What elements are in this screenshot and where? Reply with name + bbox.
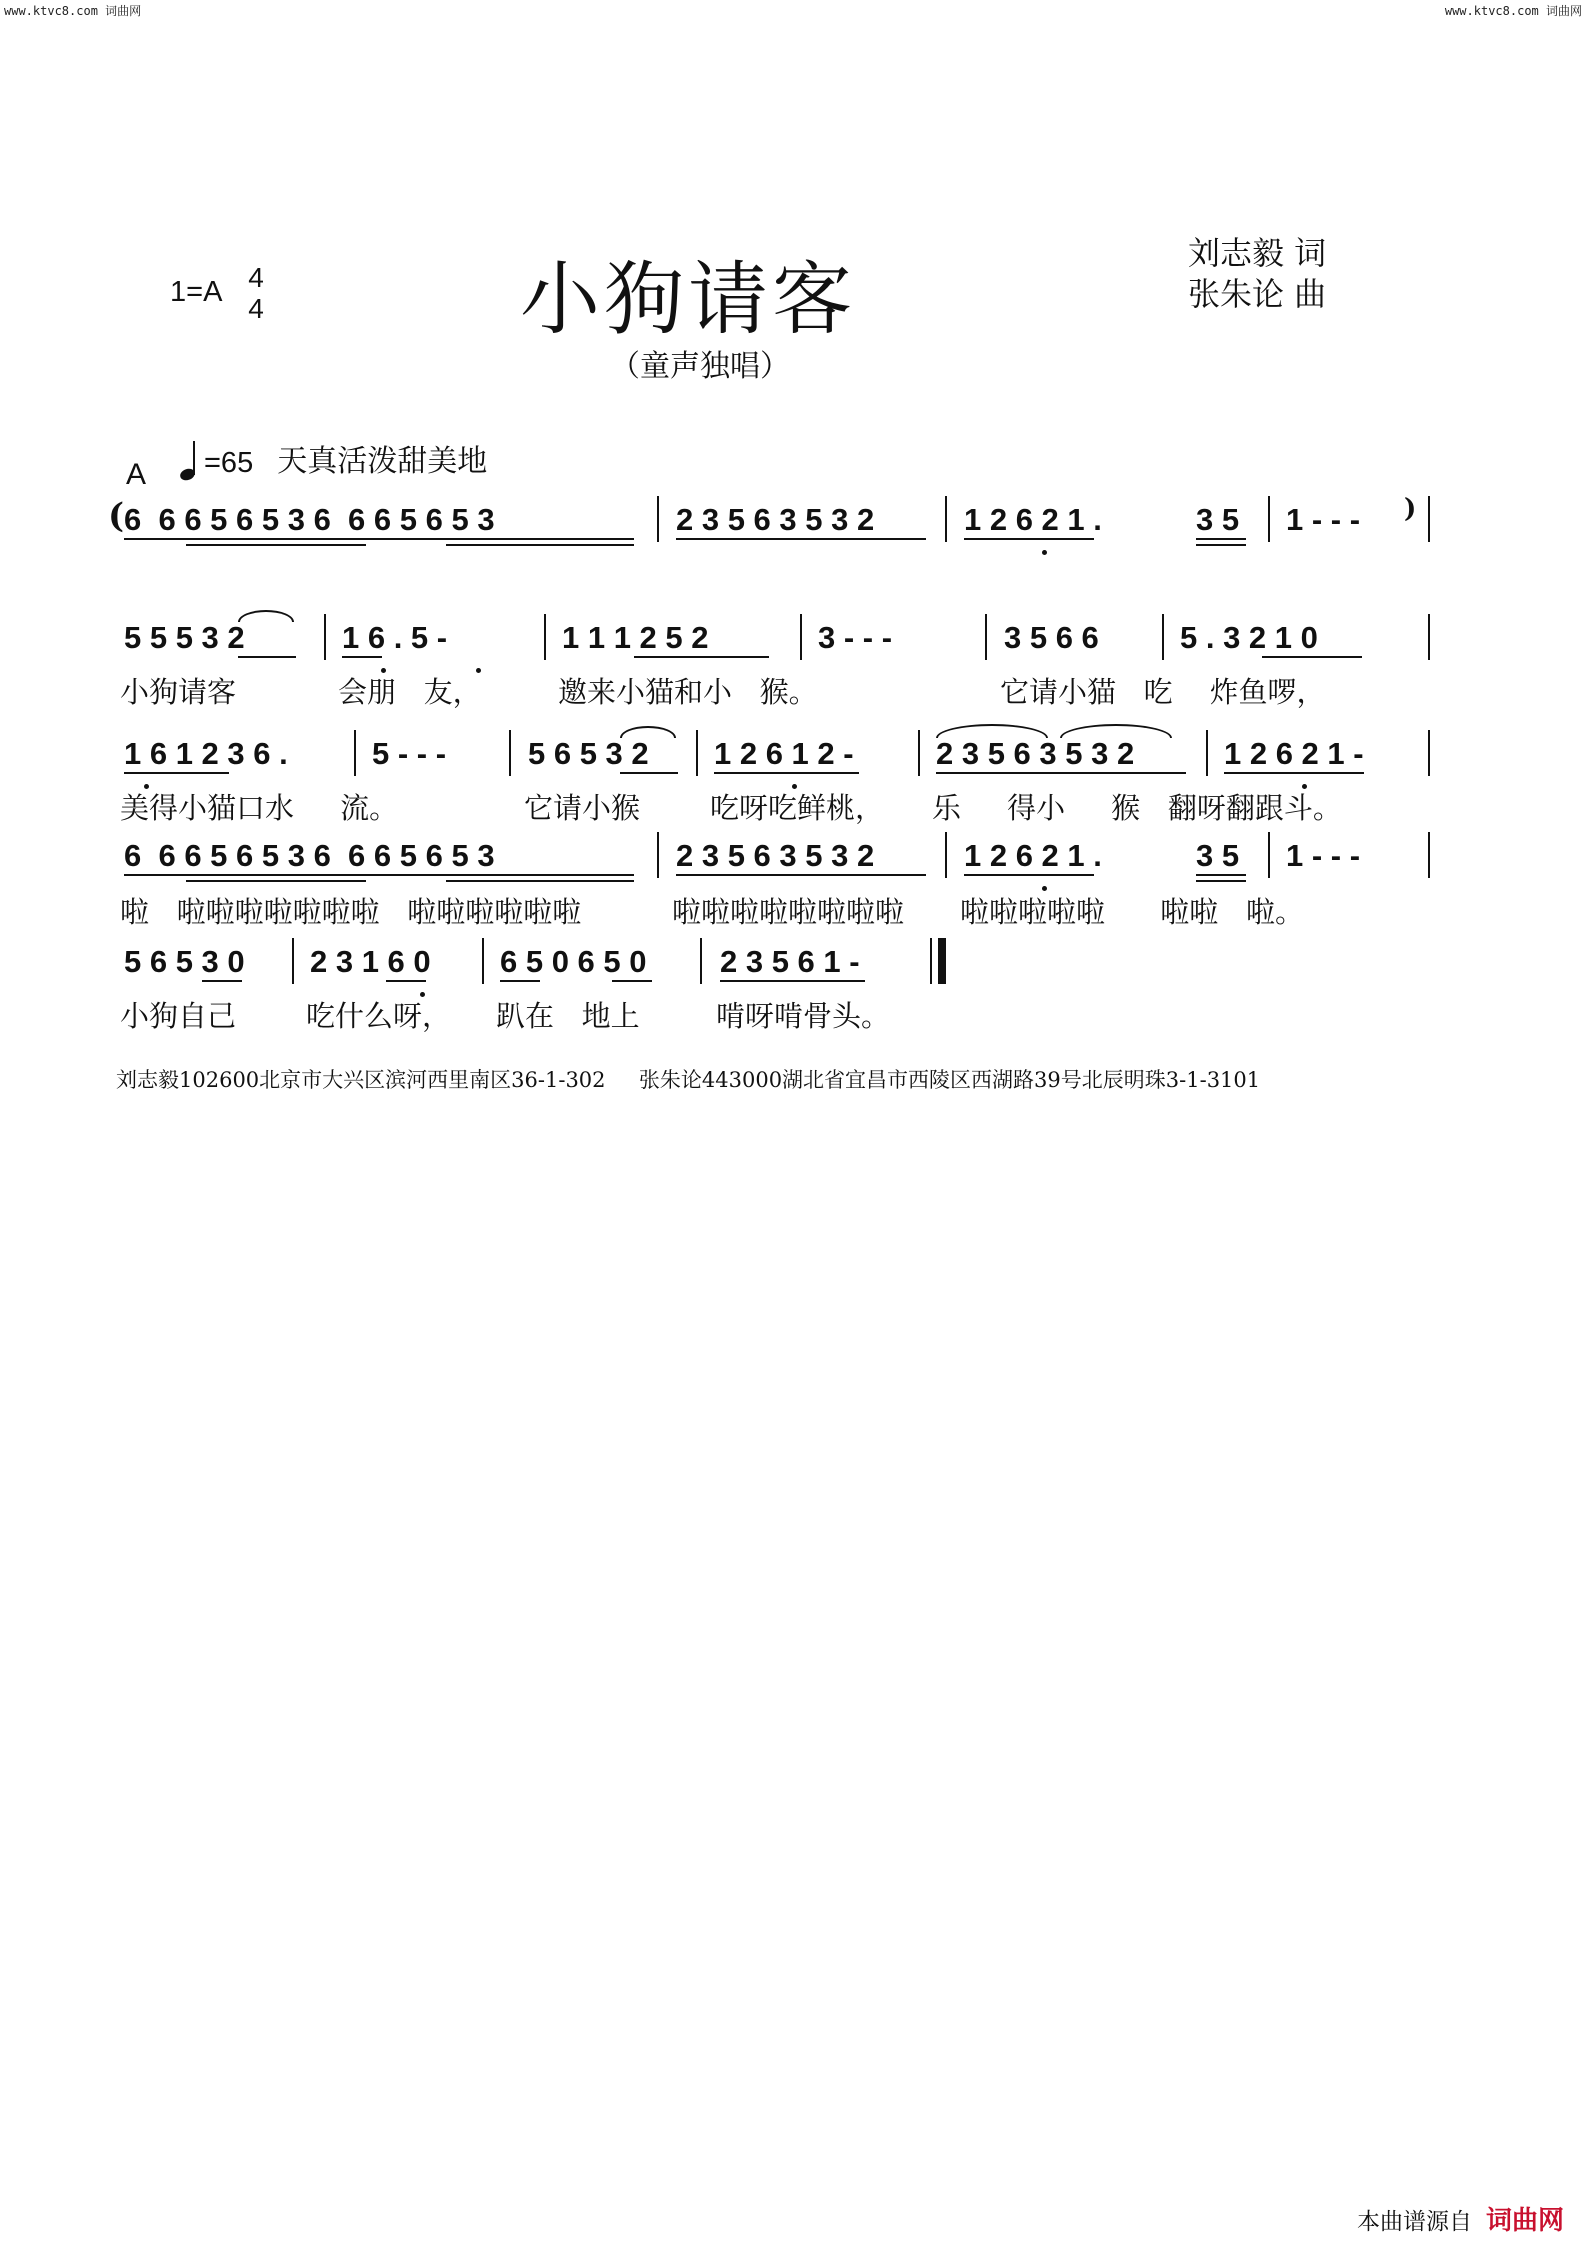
- barline: [354, 730, 356, 776]
- song-title: 小狗请客: [520, 253, 856, 346]
- barline: [292, 938, 294, 984]
- beam: [1196, 874, 1246, 876]
- lyric-text: 啃呀啃骨头。: [716, 999, 891, 1033]
- lyric-text: 啦 啦啦啦啦啦啦啦 啦啦啦啦啦啦: [120, 895, 582, 929]
- lyric-text: 乐 得小 猴 翻呀翻跟斗。: [932, 791, 1342, 825]
- time-signature: [244, 262, 268, 324]
- barline: [1428, 496, 1430, 542]
- credits: [1188, 233, 1326, 315]
- barline: [657, 832, 659, 878]
- repeat-open-paren: (: [108, 496, 125, 536]
- low-octave-dot: [1042, 550, 1047, 555]
- barline: [1428, 730, 1430, 776]
- beam: [936, 772, 1186, 774]
- beam: [676, 538, 926, 540]
- tie-arc: [936, 724, 1048, 738]
- barline: [657, 496, 659, 542]
- beam: [1196, 880, 1246, 882]
- watermark-left: www.ktvc8.com 词曲网: [4, 4, 142, 18]
- measure: 3 5: [1196, 502, 1240, 537]
- beam: [446, 544, 634, 546]
- measure: 5 6 5 3 0: [124, 944, 245, 979]
- measure: 1 2 6 1 2 -: [714, 736, 854, 771]
- beam: [620, 772, 678, 774]
- lyric-text: 啦啦啦啦啦啦啦啦: [672, 895, 905, 929]
- beam: [186, 544, 366, 546]
- beam: [124, 772, 229, 774]
- barline: [700, 938, 702, 984]
- measure: 2 3 5 6 3 5 3 2: [676, 502, 875, 537]
- watermark-right: www.ktvc8.com 词曲网: [1444, 4, 1582, 18]
- barline: [324, 614, 326, 660]
- beam: [720, 980, 865, 982]
- barline: [1162, 614, 1164, 660]
- time-top: 4: [248, 262, 264, 293]
- composer: 张朱论 曲: [1188, 275, 1327, 313]
- lyric-text: 趴在 地上: [496, 999, 640, 1033]
- measure: 2 3 1 6 0: [310, 944, 431, 979]
- beam: [612, 980, 652, 982]
- lyric-text: 会朋 友，: [338, 675, 482, 709]
- measure: 1 6 1 2 3 6 .: [124, 736, 288, 771]
- lyric-text: 小狗自己: [120, 999, 237, 1033]
- score-line-3: [0, 736, 1586, 776]
- beam: [964, 874, 1094, 876]
- beam: [1196, 544, 1246, 546]
- lyric-text: 吃呀吃鲜桃，: [710, 791, 885, 825]
- barline: [945, 832, 947, 878]
- repeat-close-paren: ): [1404, 494, 1417, 524]
- source-credit: [1357, 2200, 1564, 2237]
- lyric-text: 它请小猴: [524, 791, 641, 825]
- tie-arc: [1060, 724, 1172, 738]
- measure: 1 6 . 5 -: [342, 620, 448, 655]
- barline: [696, 730, 698, 776]
- barline: [509, 730, 511, 776]
- beam: [446, 880, 634, 882]
- song-subtitle: （童声独唱）: [610, 349, 790, 384]
- score-line-1: [0, 494, 1586, 542]
- time-bottom: 4: [248, 293, 264, 324]
- measure: 6 6 6 5 6 5 3 6 6 6 5 6 5 3: [124, 838, 495, 873]
- beam: [714, 772, 859, 774]
- measure: 5 5 5 3 2: [124, 620, 245, 655]
- beam: [386, 980, 426, 982]
- score-line-5: [0, 944, 1586, 984]
- key-signature: 1=A: [170, 276, 223, 308]
- beam: [186, 880, 366, 882]
- barline: [482, 938, 484, 984]
- lyric-text: 小狗请客: [120, 675, 237, 709]
- measure: 5 - - -: [372, 736, 447, 771]
- lyricist: 刘志毅 词: [1188, 234, 1327, 272]
- beam: [238, 656, 296, 658]
- score-line-4: [0, 838, 1586, 878]
- lyric-text: 啦啦啦啦啦 啦啦 啦。: [960, 895, 1304, 929]
- source-label: 本曲谱源自: [1356, 2209, 1472, 2235]
- author-addresses: 刘志毅102600北京市大兴区滨河西里南区36-1-302 张朱论443000湖北省宜昌市西陵区西湖路39号北辰明珠3-1-3101: [116, 1068, 1261, 1092]
- beam: [1224, 772, 1364, 774]
- score-line-2: [0, 620, 1586, 660]
- lyrics-line-5: [0, 994, 1586, 1034]
- tie-arc: [620, 726, 676, 738]
- measure: 5 6 5 3 2: [528, 736, 649, 771]
- lyric-text: 邀来小猫和小 猴。: [558, 675, 818, 709]
- measure: 1 2 6 2 1 -: [1224, 736, 1364, 771]
- measure: 3 - - -: [818, 620, 893, 655]
- lyric-text: 吃什么呀，: [306, 999, 452, 1033]
- quarter-note-icon: [180, 440, 202, 480]
- tempo-marking: [180, 436, 487, 480]
- measure: 1 - - -: [1286, 838, 1361, 873]
- lyrics-line-3: [0, 786, 1586, 826]
- beam: [124, 538, 634, 540]
- section-mark: A: [126, 458, 147, 491]
- measure: 5 . 3 2 1 0: [1180, 620, 1318, 655]
- beam: [202, 980, 242, 982]
- final-barline-thin: [930, 938, 932, 984]
- measure: 6 5 0 6 5 0: [500, 944, 647, 979]
- final-barline-thick: [938, 938, 946, 984]
- barline: [800, 614, 802, 660]
- beam: [124, 874, 634, 876]
- barline: [1268, 832, 1270, 878]
- beam: [634, 656, 769, 658]
- measure: 2 3 5 6 3 5 3 2: [936, 736, 1135, 771]
- measure: 3 5: [1196, 838, 1240, 873]
- tempo-bpm: =65: [204, 447, 254, 479]
- barline: [945, 496, 947, 542]
- lyric-text: 美得小猫口水 流。: [120, 791, 399, 825]
- measure: 1 - - -: [1286, 502, 1361, 537]
- measure: 1 2 6 2 1 .: [964, 502, 1102, 537]
- beam: [1196, 538, 1246, 540]
- barline: [1268, 496, 1270, 542]
- measure: 3 5 6 6: [1004, 620, 1099, 655]
- beam: [1262, 656, 1362, 658]
- barline: [1206, 730, 1208, 776]
- barline: [1428, 614, 1430, 660]
- lyrics-line-4: [0, 890, 1586, 930]
- barline: [1428, 832, 1430, 878]
- measure: 6 6 6 5 6 5 3 6 6 6 5 6 5 3: [124, 502, 495, 537]
- barline: [544, 614, 546, 660]
- measure: 1 1 1 2 5 2: [562, 620, 709, 655]
- lyric-text: 它请小猫 吃 炸鱼啰，: [1000, 675, 1326, 709]
- tie-arc: [238, 610, 294, 622]
- beam: [676, 874, 926, 876]
- lyrics-line-2: [0, 670, 1586, 710]
- beam: [342, 656, 382, 658]
- site-brand[interactable]: 词曲网: [1485, 2206, 1564, 2236]
- measure: 1 2 6 2 1 .: [964, 838, 1102, 873]
- beam: [500, 980, 540, 982]
- barline: [985, 614, 987, 660]
- measure: 2 3 5 6 1 -: [720, 944, 860, 979]
- measure: 2 3 5 6 3 5 3 2: [676, 838, 875, 873]
- barline: [918, 730, 920, 776]
- beam: [964, 538, 1094, 540]
- expression-text: 天真活泼甜美地: [277, 444, 488, 479]
